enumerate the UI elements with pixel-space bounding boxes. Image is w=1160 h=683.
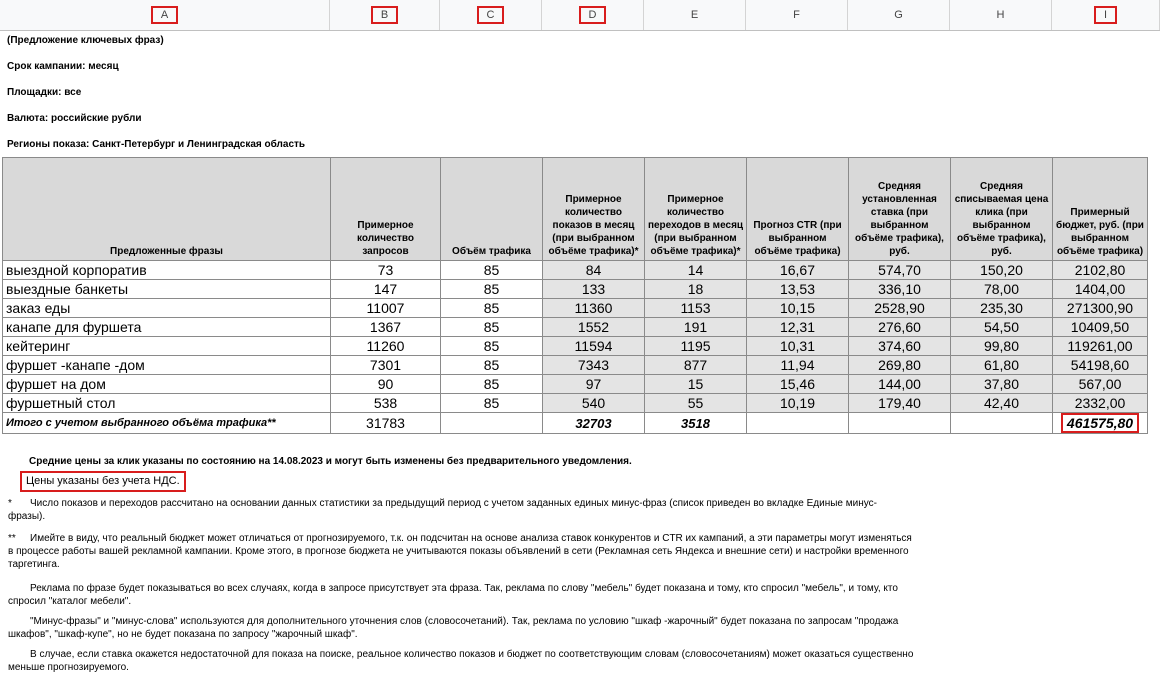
cell-requests[interactable]: 538 <box>331 394 441 413</box>
cell-clicks[interactable]: 18 <box>645 280 747 299</box>
table-row <box>3 356 1148 375</box>
cell-phrase[interactable]: фуршет -канапе -дом <box>3 356 331 375</box>
vat-note[interactable]: Цены указаны без учета НДС. <box>20 471 186 492</box>
header-clicks[interactable]: Примерное количество переходов в месяц (при выбранном объёме трафика)* <box>645 158 747 261</box>
cell-ctr[interactable]: 16,67 <box>747 261 849 280</box>
cell-phrase[interactable]: фуршетный стол <box>3 394 331 413</box>
total-clicks[interactable]: 3518 <box>645 413 747 434</box>
cell-traffic[interactable]: 85 <box>441 280 543 299</box>
cell-ctr[interactable]: 15,46 <box>747 375 849 394</box>
cell-traffic[interactable]: 85 <box>441 318 543 337</box>
table-row <box>3 299 1148 318</box>
cell-avg-cpc[interactable]: 42,40 <box>951 394 1053 413</box>
star2-note[interactable]: Имейте в виду, что реальный бюджет может отличаться от прогнозируемого, т.к. он подсчитан на основе анализа ставок конкурентов и CTR их кампаний, а эти параметры могут изменяться в процессе работы вашей рекламной кампании. Кроме этого, в прогнозе бюджета не учитываются показы объявлений в сети (Рекламная сеть Яндекса и внешние сети) и настройки временного таргетинга. <box>8 533 912 570</box>
cell-avg-bid[interactable]: 144,00 <box>849 375 951 394</box>
cell-requests[interactable]: 11260 <box>331 337 441 356</box>
cell-requests[interactable]: 11007 <box>331 299 441 318</box>
star2-mark: ** <box>8 533 16 544</box>
cell-ctr[interactable]: 12,31 <box>747 318 849 337</box>
column-header-i[interactable]: I <box>1052 0 1160 30</box>
cell-impressions[interactable]: 133 <box>543 280 645 299</box>
currency[interactable]: Валюта: российские рубли <box>7 113 142 124</box>
cell-avg-bid[interactable]: 276,60 <box>849 318 951 337</box>
header-avg-bid[interactable]: Средняя установленная ставка (при выбранном объёме трафика), руб. <box>849 158 951 261</box>
header-requests[interactable]: Примерное количество запросов <box>331 158 441 261</box>
cell-avg-cpc[interactable]: 78,00 <box>951 280 1053 299</box>
cell-avg-cpc[interactable]: 235,30 <box>951 299 1053 318</box>
cell-phrase[interactable]: фуршет на дом <box>3 375 331 394</box>
table-row <box>3 337 1148 356</box>
total-budget-cell[interactable] <box>1053 413 1148 434</box>
cell-phrase[interactable]: выездной корпоратив <box>3 261 331 280</box>
cell-clicks[interactable]: 1153 <box>645 299 747 318</box>
table-header-row <box>3 158 1148 261</box>
minus-note[interactable]: "Минус-фразы" и "минус-слова" используются для дополнительного уточнения слов (словосочетаний). Так, реклама по условию "шкаф -жарочный" будет показана по запросам "продажа шкафов", "шкаф-купе", но не будет показана по запросу "жарочный шкаф". <box>8 616 899 640</box>
campaign-period[interactable]: Срок кампании: месяц <box>7 61 119 72</box>
star1-note[interactable]: Число показов и переходов рассчитано на основании данных статистики за предыдущий период с учетом заданных единых минус-фраз (список приведен во вкладке Единые минус-фразы). <box>8 498 877 522</box>
cell-requests[interactable]: 73 <box>331 261 441 280</box>
cell-ctr[interactable]: 10,31 <box>747 337 849 356</box>
cell-budget[interactable]: 119261,00 <box>1053 337 1148 356</box>
header-ctr[interactable]: Прогноз CTR (при выбранном объёме трафика) <box>747 158 849 261</box>
prices-date-note[interactable]: Средние цены за клик указаны по состоянию на 14.08.2023 и могут быть изменены без предварительного уведомления. <box>29 456 632 467</box>
column-header-f[interactable]: F <box>746 0 848 30</box>
cell-avg-cpc[interactable]: 99,80 <box>951 337 1053 356</box>
cell-avg-bid[interactable]: 574,70 <box>849 261 951 280</box>
total-budget: 461575,80 <box>1061 413 1139 433</box>
cell-clicks[interactable]: 55 <box>645 394 747 413</box>
cell-impressions[interactable]: 11360 <box>543 299 645 318</box>
column-header-d[interactable]: D <box>542 0 644 30</box>
cell-requests[interactable]: 90 <box>331 375 441 394</box>
cell-avg-cpc[interactable]: 61,80 <box>951 356 1053 375</box>
star1-mark: * <box>8 498 12 509</box>
cell-ctr[interactable]: 11,94 <box>747 356 849 375</box>
cell-impressions[interactable]: 97 <box>543 375 645 394</box>
cell-budget[interactable]: 1404,00 <box>1053 280 1148 299</box>
total-ctr-empty[interactable] <box>747 413 849 434</box>
cell-clicks[interactable]: 191 <box>645 318 747 337</box>
cell-impressions[interactable]: 7343 <box>543 356 645 375</box>
phrase-note[interactable]: Реклама по фразе будет показываться во всех случаях, когда в запросе присутствует эта фраза. Так, реклама по слову "мебель" будет показана и тому, кто спросил "мебель", и тому, кто спросил "каталог мебели". <box>8 583 898 607</box>
low-bid-note[interactable]: В случае, если ставка окажется недостаточной для показа на поиске, реальное количество показов и бюджет по соответствующим словам (словосочетаниям) может оказаться существенно меньше прогнозируемого. <box>8 649 914 673</box>
cell-impressions[interactable]: 540 <box>543 394 645 413</box>
cell-impressions[interactable]: 1552 <box>543 318 645 337</box>
cell-phrase[interactable]: выездные банкеты <box>3 280 331 299</box>
cell-avg-bid[interactable]: 179,40 <box>849 394 951 413</box>
header-phrases[interactable]: Предложенные фразы <box>3 158 331 261</box>
keywords-table <box>2 157 1148 434</box>
cell-impressions[interactable]: 11594 <box>543 337 645 356</box>
cell-phrase[interactable]: канапе для фуршета <box>3 318 331 337</box>
cell-avg-bid[interactable]: 2528,90 <box>849 299 951 318</box>
cell-traffic[interactable]: 85 <box>441 394 543 413</box>
sheet-title[interactable]: (Предложение ключевых фраз) <box>7 35 164 46</box>
total-label[interactable]: Итого с учетом выбранного объёма трафика** <box>3 413 331 434</box>
cell-traffic[interactable]: 85 <box>441 299 543 318</box>
cell-budget[interactable]: 2102,80 <box>1053 261 1148 280</box>
column-header-h[interactable]: H <box>950 0 1052 30</box>
cell-requests[interactable]: 147 <box>331 280 441 299</box>
total-cpc-empty[interactable] <box>951 413 1053 434</box>
cell-ctr[interactable]: 10,19 <box>747 394 849 413</box>
cell-budget[interactable]: 2332,00 <box>1053 394 1148 413</box>
cell-clicks[interactable]: 1195 <box>645 337 747 356</box>
cell-avg-cpc[interactable]: 150,20 <box>951 261 1053 280</box>
table-row <box>3 280 1148 299</box>
total-bid-empty[interactable] <box>849 413 951 434</box>
regions[interactable]: Регионы показа: Санкт-Петербург и Ленинградская область <box>7 139 306 150</box>
cell-impressions[interactable]: 84 <box>543 261 645 280</box>
cell-budget[interactable]: 567,00 <box>1053 375 1148 394</box>
total-requests[interactable]: 31783 <box>331 413 441 434</box>
cell-traffic[interactable]: 85 <box>441 337 543 356</box>
header-traffic[interactable]: Объём трафика <box>441 158 543 261</box>
header-impressions[interactable]: Примерное количество показов в месяц (при выбранном объёме трафика)* <box>543 158 645 261</box>
table-row <box>3 318 1148 337</box>
cell-avg-bid[interactable]: 374,60 <box>849 337 951 356</box>
cell-ctr[interactable]: 10,15 <box>747 299 849 318</box>
column-header-bar <box>0 0 1160 31</box>
column-header-b[interactable]: B <box>330 0 440 30</box>
column-header-g[interactable]: G <box>848 0 950 30</box>
cell-budget[interactable]: 54198,60 <box>1053 356 1148 375</box>
cell-traffic[interactable]: 85 <box>441 261 543 280</box>
cell-traffic[interactable]: 85 <box>441 375 543 394</box>
cell-phrase[interactable]: кейтеринг <box>3 337 331 356</box>
cell-ctr[interactable]: 13,53 <box>747 280 849 299</box>
column-header-a[interactable]: A <box>0 0 330 30</box>
header-budget[interactable]: Примерный бюджет, руб. (при выбранном объёме трафика) <box>1053 158 1148 261</box>
cell-traffic[interactable]: 85 <box>441 356 543 375</box>
table-row <box>3 261 1148 280</box>
cell-avg-cpc[interactable]: 37,80 <box>951 375 1053 394</box>
cell-avg-bid[interactable]: 336,10 <box>849 280 951 299</box>
cell-requests[interactable]: 7301 <box>331 356 441 375</box>
table-row <box>3 375 1148 394</box>
cell-requests[interactable]: 1367 <box>331 318 441 337</box>
total-impressions[interactable]: 32703 <box>543 413 645 434</box>
header-avg-cpc[interactable]: Средняя списываемая цена клика (при выбранном объёме трафика), руб. <box>951 158 1053 261</box>
platforms[interactable]: Площадки: все <box>7 87 82 98</box>
cell-clicks[interactable]: 877 <box>645 356 747 375</box>
cell-phrase[interactable]: заказ еды <box>3 299 331 318</box>
table-row <box>3 394 1148 413</box>
column-header-c[interactable]: C <box>440 0 542 30</box>
cell-clicks[interactable]: 14 <box>645 261 747 280</box>
cell-avg-bid[interactable]: 269,80 <box>849 356 951 375</box>
total-traffic-empty[interactable] <box>441 413 543 434</box>
cell-clicks[interactable]: 15 <box>645 375 747 394</box>
cell-avg-cpc[interactable]: 54,50 <box>951 318 1053 337</box>
cell-budget[interactable]: 271300,90 <box>1053 299 1148 318</box>
column-header-e[interactable]: E <box>644 0 746 30</box>
total-row <box>3 413 1148 434</box>
cell-budget[interactable]: 10409,50 <box>1053 318 1148 337</box>
